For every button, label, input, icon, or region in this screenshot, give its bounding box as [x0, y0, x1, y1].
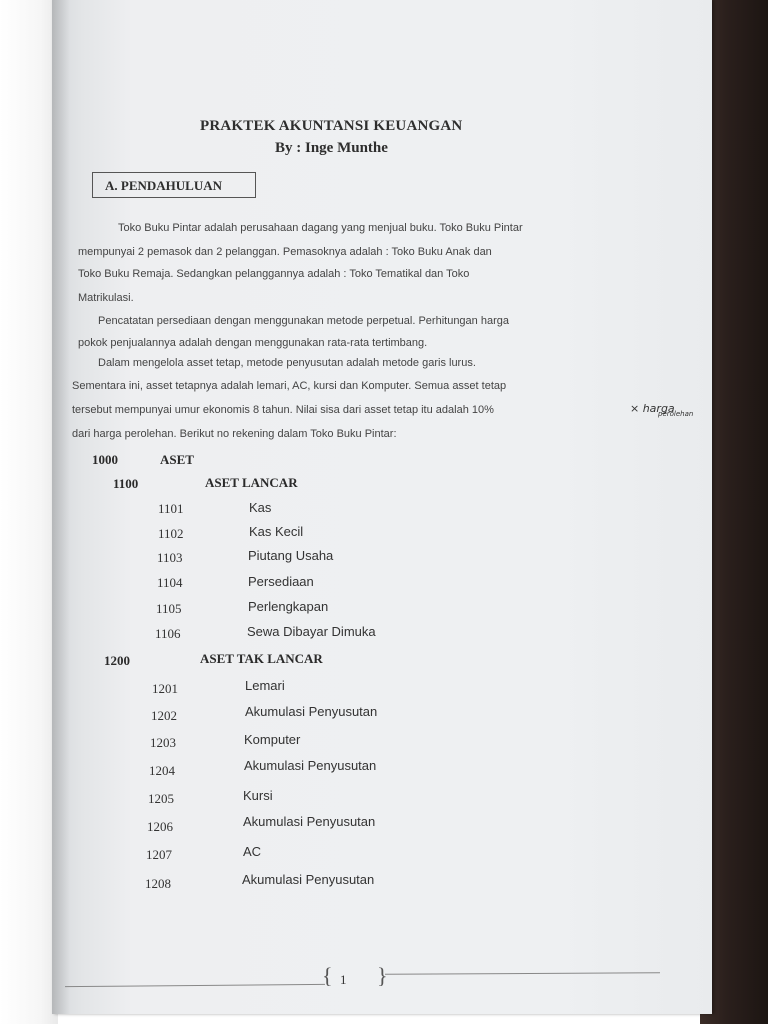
paper-fold-shadow: [52, 0, 70, 1014]
account-name: Perlengkapan: [248, 599, 329, 614]
account-name: Komputer: [244, 732, 301, 747]
section-heading: A. PENDAHULUAN: [92, 172, 256, 198]
account-code: 1202: [151, 708, 177, 723]
paragraph-line: mempunyai 2 pemasok dan 2 pelanggan. Pemasoknya adalah : Toko Buku Anak dan: [78, 246, 492, 258]
paragraph-line: Toko Buku Remaja. Sedangkan pelanggannya adalah : Toko Tematikal dan Toko: [78, 268, 470, 280]
account-name: AC: [243, 844, 262, 859]
account-code: 1207: [146, 847, 172, 862]
account-code: 1204: [149, 763, 175, 778]
account-code: 1203: [150, 735, 176, 750]
account-name: ASET LANCAR: [205, 475, 298, 490]
page-number: 1: [340, 972, 347, 987]
account-name: ASET TAK LANCAR: [200, 651, 323, 666]
paragraph-line: Sementara ini, asset tetapnya adalah lemari, AC, kursi dan Komputer. Semua asset tetap: [72, 380, 507, 392]
document-author: By : Inge Munthe: [275, 140, 388, 156]
paragraph-line: tersebut mempunyai umur ekonomis 8 tahun. Nilai sisa dari asset tetap itu adalah 10%: [72, 404, 494, 416]
account-code: 1101: [158, 501, 184, 516]
account-code: 1201: [152, 681, 178, 696]
account-code: 1200: [104, 653, 130, 668]
account-name: Kas: [249, 500, 272, 515]
account-code: 1102: [158, 526, 184, 541]
account-code: 1104: [157, 575, 183, 590]
account-name: Kursi: [243, 788, 273, 803]
handwritten-note: [630, 396, 710, 426]
account-code: 1206: [147, 819, 173, 834]
background-left: [0, 0, 58, 1024]
handwritten-note-line: × harga: [630, 402, 675, 415]
account-code: 1205: [148, 791, 174, 806]
account-name: Persediaan: [248, 574, 314, 589]
account-name: Akumulasi Penyusutan: [243, 814, 376, 829]
account-name: Lemari: [245, 678, 285, 693]
account-name: ASET: [160, 452, 194, 467]
paragraph-line: dari harga perolehan. Berikut no rekening dalam Toko Buku Pintar:: [72, 428, 397, 440]
document-title: PRAKTEK AKUNTANSI KEUANGAN: [200, 118, 463, 134]
account-name: Sewa Dibayar Dimuka: [247, 624, 376, 639]
account-name: Akumulasi Penyusutan: [245, 704, 378, 719]
account-code: 1100: [113, 476, 139, 491]
footer-bracket-left: {: [322, 963, 333, 988]
account-code: 1208: [145, 876, 171, 891]
paragraph-line: pokok penjualannya adalah dengan menggunakan rata-rata tertimbang.: [78, 337, 428, 349]
account-name: Kas Kecil: [249, 524, 304, 539]
account-code: 1103: [157, 550, 183, 565]
account-name: Akumulasi Penyusutan: [242, 872, 375, 887]
footer-bracket-right: }: [377, 963, 388, 988]
account-code: 1105: [156, 601, 182, 616]
paragraph-line: Pencatatan persediaan dengan menggunakan metode perpetual. Perhitungan harga: [98, 315, 509, 327]
paragraph-line: Matrikulasi.: [78, 292, 134, 304]
account-name: Piutang Usaha: [248, 548, 334, 563]
handwritten-note-line: perolehan: [658, 410, 694, 418]
account-code: 1106: [155, 626, 181, 641]
paragraph-line: Dalam mengelola asset tetap, metode penyusutan adalah metode garis lurus.: [98, 357, 476, 369]
paragraph-line: Toko Buku Pintar adalah perusahaan dagang yang menjual buku. Toko Buku Pintar: [118, 222, 523, 234]
account-name: Akumulasi Penyusutan: [244, 758, 377, 773]
account-code: 1000: [92, 452, 118, 467]
